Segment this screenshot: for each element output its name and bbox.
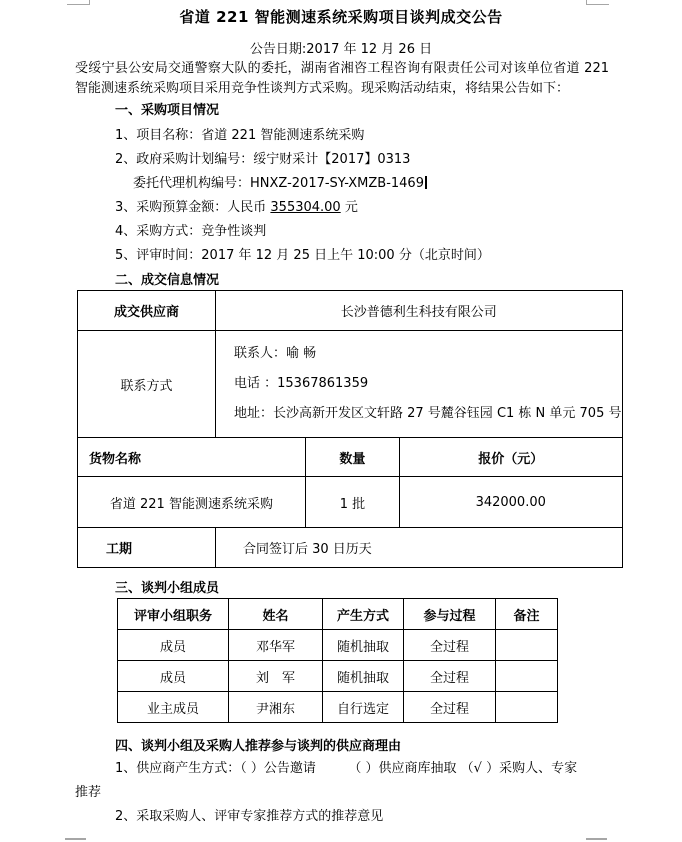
supplier-name-cell: 长沙普德利生科技有限公司 [216, 291, 623, 331]
duration-label-cell: 工期 [78, 528, 216, 568]
panel-members-table [117, 598, 558, 723]
member-role: 成员 [118, 630, 229, 661]
supplier-label-cell: 成交供应商 [78, 291, 216, 331]
duration-value-cell: 合同签订后 30 日历天 [216, 528, 623, 568]
table-row [78, 331, 623, 438]
contact-label-cell: 联系方式 [78, 331, 216, 438]
table-row [118, 630, 558, 661]
quantity-header: 数量 [305, 438, 399, 477]
crop-mark-bottom-right [586, 838, 607, 840]
member-participation: 全过程 [404, 661, 496, 692]
col-name: 姓名 [229, 599, 323, 630]
col-remarks: 备注 [496, 599, 558, 630]
announcement-date: 公告日期:2017 年 12 月 26 日 [249, 42, 433, 57]
supplier-source-line: 1、供应商产生方式：（ ）公告邀请 （ ）供应商库抽取 （√ ）采购人、专家 [115, 761, 578, 776]
crop-mark-top-left [67, 4, 90, 5]
table-header-row [118, 599, 558, 630]
budget-amount: 355304.00 [270, 200, 341, 215]
col-role: 评审小组职务 [118, 599, 229, 630]
quantity-cell: 1 批 [305, 477, 399, 528]
member-role: 业主成员 [118, 692, 229, 723]
crop-mark-top-left-tick [89, 0, 90, 5]
agency-number-text: 委托代理机构编号：HNXZ-2017-SY-XMZB-1469 [133, 176, 424, 191]
text-cursor [425, 176, 427, 189]
recommendation-opinion-line: 2、采取采购人、评审专家推荐方式的推荐意见 [115, 809, 384, 824]
member-remarks [496, 661, 558, 692]
member-remarks [496, 630, 558, 661]
contact-phone: 电话 ：15367861359 [234, 376, 369, 391]
member-method: 随机抽取 [323, 661, 404, 692]
deal-info-table [77, 290, 623, 568]
section2-heading: 二、成交信息情况 [115, 273, 220, 288]
member-name: 尹湘东 [229, 692, 323, 723]
member-name: 刘 军 [229, 661, 323, 692]
member-role: 成员 [118, 661, 229, 692]
item-project-name: 1、项目名称：省道 221 智能测速系统采购 [115, 128, 365, 143]
member-remarks [496, 692, 558, 723]
table-row [78, 477, 623, 528]
budget-suffix: 元 [340, 200, 358, 215]
member-name: 邓华军 [229, 630, 323, 661]
table-row [118, 692, 558, 723]
crop-mark-bottom-left [65, 838, 86, 840]
contact-details-cell [216, 331, 623, 438]
intro-paragraph: 受绥宁县公安局交通警察大队的委托，湖南省湘咨工程咨询有限责任公司对该单位省道 221 智能测速系统采购项目采用竞争性谈判方式采购。现采购活动结束，将结果公告如下： [75, 61, 609, 96]
member-participation: 全过程 [404, 630, 496, 661]
table-row [78, 438, 623, 477]
item-review-time: 5、评审时间：2017 年 12 月 25 日上午 10:00 分（北京时间） [115, 248, 490, 263]
goods-name-header: 货物名称 [78, 438, 306, 477]
table-row [78, 528, 623, 568]
member-method: 自行选定 [323, 692, 404, 723]
table-row [118, 661, 558, 692]
price-cell: 342000.00 [399, 477, 622, 528]
crop-mark-top-right [586, 4, 609, 5]
page-title: 省道 221 智能测速系统采购项目谈判成交公告 [179, 8, 503, 26]
budget-prefix: 3、采购预算金额：人民币 [115, 200, 271, 215]
member-participation: 全过程 [404, 692, 496, 723]
col-participation: 参与过程 [404, 599, 496, 630]
section4-heading: 四、谈判小组及采购人推荐参与谈判的供应商理由 [115, 739, 402, 754]
item-plan-number: 2、政府采购计划编号：绥宁财采计【2017】0313 [115, 152, 411, 167]
member-method: 随机抽取 [323, 630, 404, 661]
section3-heading: 三、谈判小组成员 [115, 581, 220, 596]
contact-address: 地址：长沙高新开发区文轩路 27 号麓谷钰园 C1 栋 N 单元 705 号 [234, 406, 622, 421]
contact-person: 联系人：喻 畅 [234, 346, 317, 361]
section1-heading: 一、采购项目情况 [115, 103, 220, 118]
table-row [78, 291, 623, 331]
supplier-source-line-wrap: 推荐 [75, 785, 102, 800]
item-method: 4、采购方式：竞争性谈判 [115, 224, 267, 239]
procurement-info-list [75, 124, 609, 268]
goods-name-cell: 省道 221 智能测速系统采购 [78, 477, 306, 528]
item-budget [75, 196, 609, 220]
price-header: 报价（元） [399, 438, 622, 477]
item-agency-number [75, 172, 609, 196]
col-selection-method: 产生方式 [323, 599, 404, 630]
